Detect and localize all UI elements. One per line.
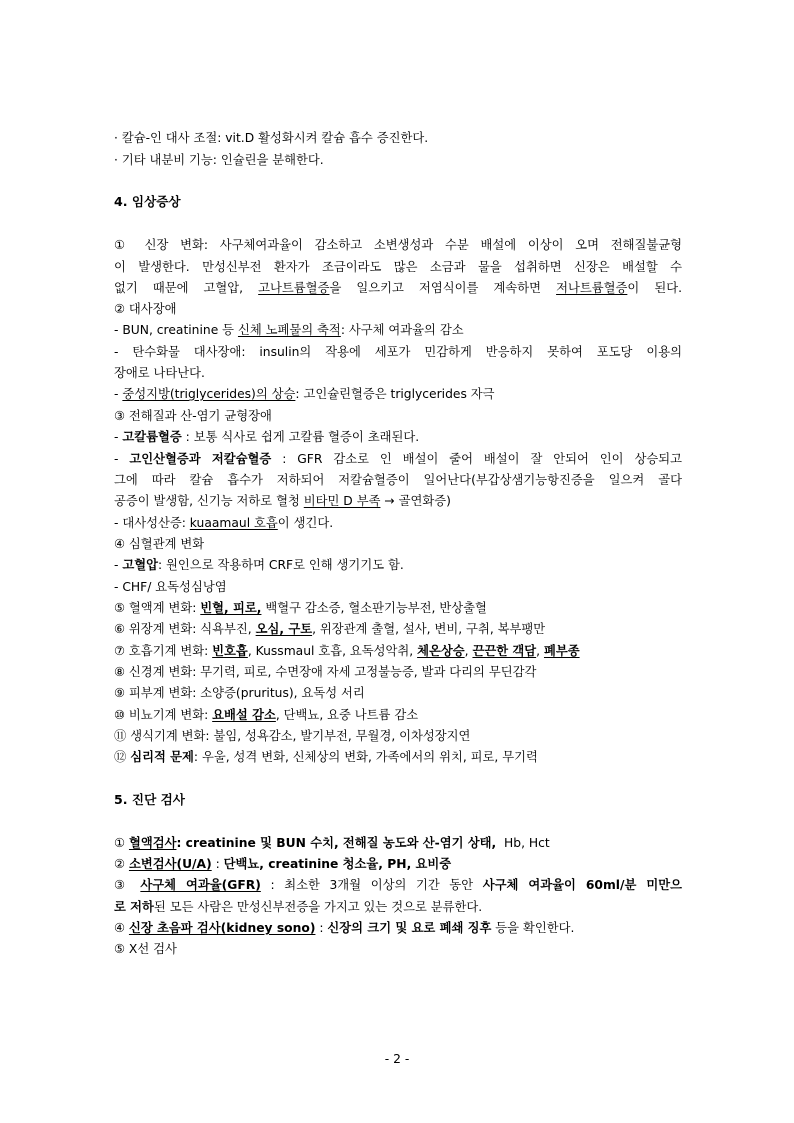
- list-item: [114, 877, 682, 893]
- list-item: [114, 621, 545, 637]
- paragraph-line: [114, 493, 451, 509]
- text-span: :: [315, 921, 328, 935]
- text-span: : GFR 감소로 인 배설이 줄어 배설이 잘 안되어 인이 상승되고: [271, 452, 682, 466]
- bold-term: 고칼륨혈증: [122, 430, 182, 444]
- list-item: [114, 429, 419, 445]
- list-item: [114, 451, 682, 467]
- bold-term: 심리적 문제: [130, 750, 194, 764]
- text-span: -: [114, 387, 123, 401]
- subheading: ② 대사장애: [114, 302, 177, 316]
- list-item: [114, 835, 550, 851]
- text-span: : 보통 식사로 쉽게 고칼륨 혈증이 초래된다.: [181, 430, 420, 444]
- text-span: - BUN, creatinine 등: [114, 323, 238, 337]
- text-span: -: [114, 452, 130, 466]
- text-span: : 사구체 여과율의 감소: [340, 323, 464, 337]
- list-item: - 탄수화물 대사장애: insulin의 작용에 세포가 민감하게 반응하지 못하여 포도당 이용의: [114, 345, 682, 359]
- underlined-term: 신체 노폐물의 축적: [237, 323, 341, 337]
- text-span: ③: [114, 878, 141, 892]
- bold-underlined-term: 소변검사(U/A): [128, 857, 212, 871]
- text-span: → 골연화증): [380, 494, 451, 508]
- list-item: [114, 920, 574, 936]
- list-item: [114, 749, 538, 765]
- section-heading: 5. 진단 검사: [114, 792, 185, 807]
- list-item: [114, 643, 580, 659]
- bold-underlined-term: 체온상승: [417, 644, 465, 658]
- text-span: -: [114, 430, 123, 444]
- bold-term: 신장의 크기 및 요로 폐쇄 징후: [327, 921, 492, 935]
- bold-underlined-term: 요배설 감소: [212, 708, 276, 722]
- bold-underlined-term: 빈호흡: [212, 644, 248, 658]
- bold-underlined-term: 혈액검사: [128, 836, 177, 850]
- list-item: - CHF/ 요독성심낭염: [114, 580, 227, 594]
- bold-term: 로 저하: [114, 900, 154, 914]
- list-item: ⑧ 신경계 변화: 무기력, 피로, 수면장애 자세 고정불능증, 발과 다리의 무딘감각: [114, 665, 537, 679]
- bold-underlined-term: 신장 초음파 검사(kidney sono): [128, 921, 316, 935]
- text-span: : 원인으로 작용하며 CRF로 인해 생기기도 함.: [158, 558, 404, 572]
- text-span: 이 된다.: [627, 281, 682, 295]
- list-item: [114, 707, 418, 723]
- text-span: : 우울, 성격 변화, 신체상의 변화, 가족에서의 위치, 피로, 무기력: [193, 750, 538, 764]
- text-span: ⑤ 혈액계 변화:: [114, 601, 201, 615]
- list-item: [114, 322, 464, 338]
- text-span: ⑫: [114, 750, 131, 764]
- underlined-term: 저나트륨혈증: [556, 281, 628, 295]
- list-item: ⑨ 피부계 변화: 소양증(pruritus), 요독성 서리: [114, 686, 365, 700]
- bold-term: 고인산혈증과 저칼슘혈증: [129, 452, 272, 466]
- text-span: -: [114, 558, 123, 572]
- text-span: 이 생긴다.: [277, 516, 334, 530]
- text-span: ,: [464, 644, 473, 658]
- paragraph-line: [114, 280, 682, 296]
- list-item: [114, 557, 404, 573]
- text-span: ⑩ 비뇨기계 변화:: [114, 708, 213, 722]
- list-item: [114, 856, 451, 872]
- bold-term: 사구체 여과율이 60ml/분 미만으: [482, 878, 682, 892]
- list-item: [114, 515, 333, 531]
- text-span: : 고인슐린혈증은 triglycerides 자극: [295, 387, 495, 401]
- paragraph-line: [114, 899, 482, 915]
- text-span: 없기 때문에 고혈압,: [114, 281, 259, 295]
- text-span: , Kussmaul 호흡, 요독성악취,: [247, 644, 418, 658]
- paragraph-line: 이 발생한다. 만성신부전 환자가 조금이라도 많은 소금과 물을 섭취하면 신장은 배설할 수: [114, 260, 682, 274]
- paragraph-line: ① 신장 변화: 사구체여과율이 감소하고 소변생성과 수분 배설에 이상이 오며 전해질불균형: [114, 238, 682, 252]
- text-span: , 위장관계 출혈, 설사, 변비, 구취, 복부팽만: [312, 622, 546, 636]
- list-item: · 칼슘-인 대사 조절: vit.D 활성화시켜 칼슘 흡수 증진한다.: [114, 131, 429, 145]
- list-item: [114, 386, 495, 402]
- list-item: ⑪ 생식기계 변화: 불임, 성욕감소, 발기부전, 무월경, 이차성장지연: [114, 729, 471, 743]
- page-number: - 2 -: [384, 1052, 410, 1066]
- list-item: [114, 600, 487, 616]
- bold-underlined-term: 폐부종: [543, 644, 580, 658]
- text-span: ④: [114, 921, 129, 935]
- text-span: ②: [114, 857, 129, 871]
- text-span: 공증이 발생함, 신기능 저하로 혈청: [114, 494, 304, 508]
- text-span: 을 일으키고 저염식이를 계속하면: [329, 281, 557, 295]
- text-span: ①: [114, 836, 126, 850]
- paragraph-line: 그에 따라 칼슘 흡수가 저하되어 저칼슘혈증이 일어난다(부갑상샘기능항진증을 일으켜 골다: [114, 473, 682, 487]
- bold-underlined-term: 끈끈한 객담: [472, 644, 537, 658]
- text-span: :: [211, 857, 224, 871]
- list-item: ⑤ X선 검사: [114, 942, 177, 956]
- underlined-term: 고나트륨혈증: [258, 281, 330, 295]
- text-span: 등을 확인한다.: [491, 921, 575, 935]
- text-span: Hb, Hct: [504, 836, 550, 850]
- text-span: : 최소한 3개월 이상의 기간 동안: [260, 878, 483, 892]
- underlined-term: 비타민 D 부족: [303, 494, 381, 508]
- underlined-term: 중성지방(triglycerides)의 상승: [122, 387, 296, 401]
- list-item: · 기타 내분비 기능: 인슐린을 분해한다.: [114, 153, 324, 167]
- bold-underlined-term: 사구체 여과율(GFR): [140, 878, 261, 892]
- text-span: 백혈구 감소증, 혈소판기능부전, 반상출혈: [261, 601, 487, 615]
- bold-term: 고혈압: [122, 558, 158, 572]
- bold-term: 단백뇨, creatinine 청소율, PH, 요비중: [223, 857, 452, 871]
- text-span: ⑦ 호흡기계 변화:: [114, 644, 213, 658]
- text-span: , 단백뇨, 요중 나트륨 감소: [275, 708, 419, 722]
- text-span: ⑥ 위장계 변화: 식욕부진,: [114, 622, 256, 636]
- subheading: ③ 전해질과 산-염기 균형장애: [114, 409, 272, 423]
- bold-underlined-term: 오심, 구토: [255, 622, 313, 636]
- list-item: 장애로 나타난다.: [114, 366, 205, 380]
- underlined-term: kuaamaul 호흡: [189, 516, 278, 530]
- bold-underlined-term: 빈혈, 피로,: [200, 601, 262, 615]
- bold-term: : creatinine 및 BUN 수치, 전해질 농도와 산-염기 상태,: [176, 836, 497, 850]
- text-span: - 대사성산증:: [114, 516, 190, 530]
- subheading: ④ 심혈관계 변화: [114, 537, 205, 551]
- text-span: 된 모든 사람은 만성신부전증을 가지고 있는 것으로 분류한다.: [153, 900, 483, 914]
- section-heading: 4. 임상증상: [114, 194, 181, 209]
- text-span: ,: [536, 644, 544, 658]
